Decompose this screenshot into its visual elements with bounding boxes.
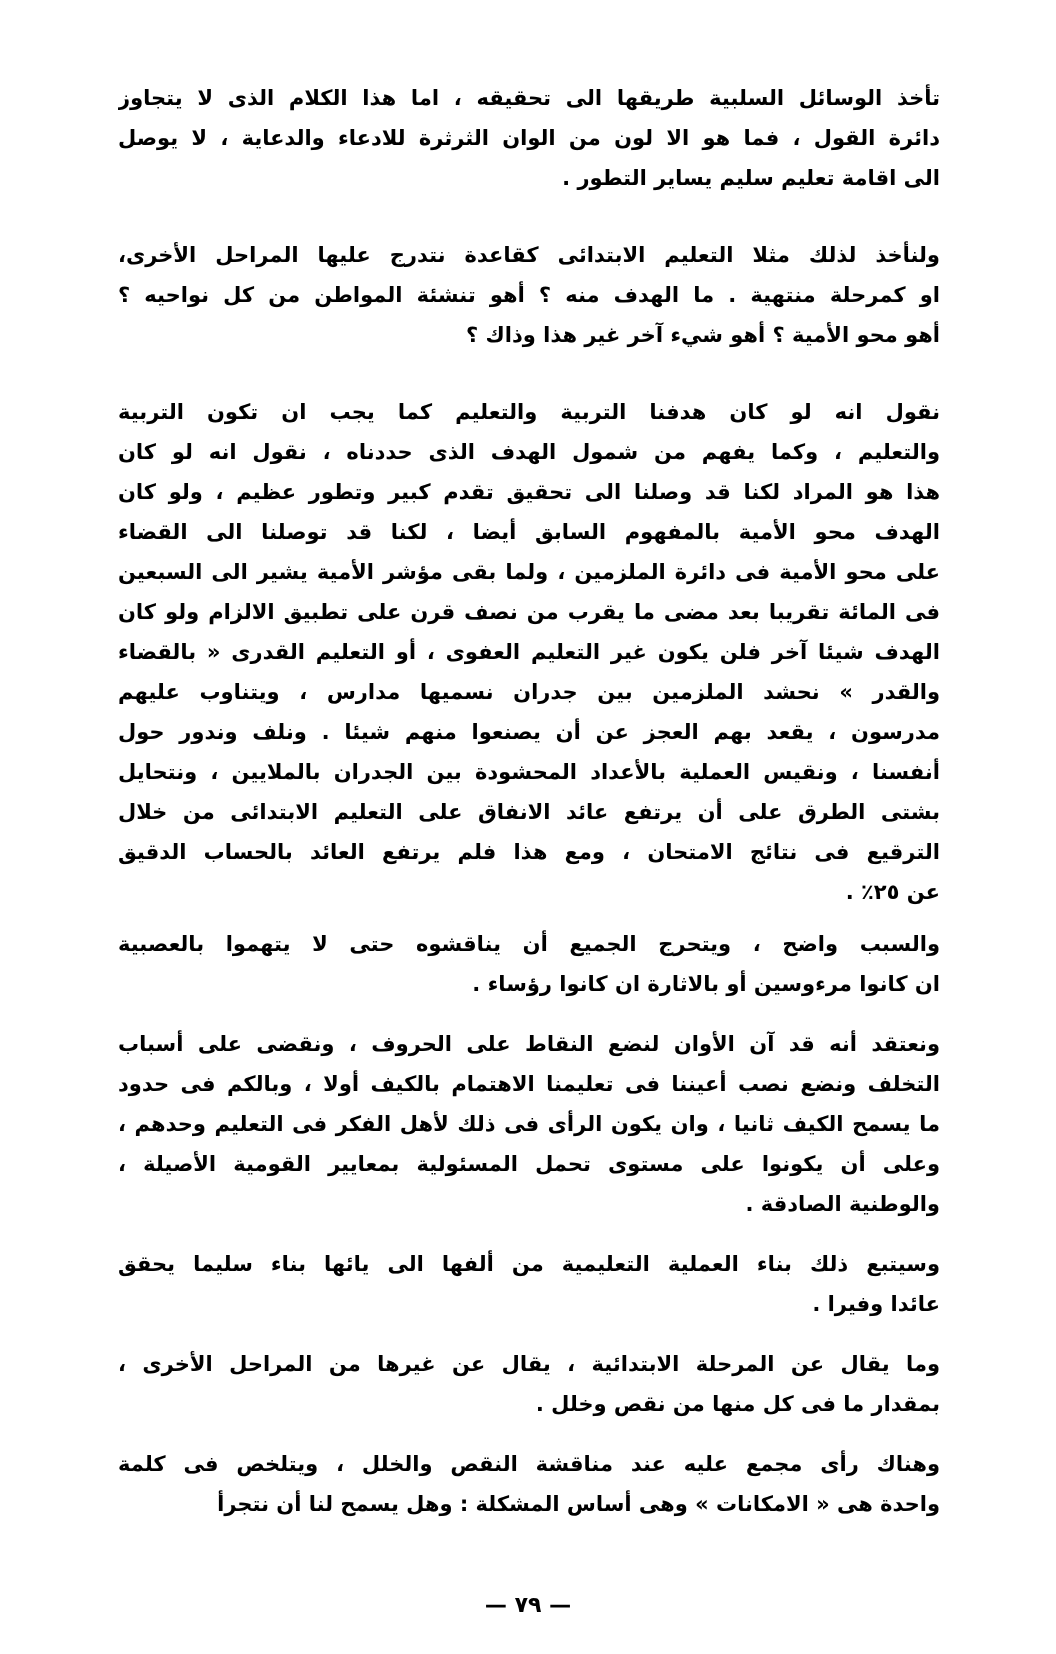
text-line: بشتى الطرق على أن يرتفع عائد الانفاق على التعليم الابتدائى من خلال <box>118 800 940 824</box>
paragraph <box>118 924 940 1004</box>
text-line: والسبب واضح ، ويتحرج الجميع أن يناقشوه حتى لا يتهموا بالعصبية <box>118 932 940 956</box>
text-line: على محو الأمية فى دائرة الملزمين ، ولما بقى مؤشر الأمية يشير الى السبعين <box>118 560 940 584</box>
paragraph <box>118 78 940 198</box>
paragraph-spacer <box>118 912 940 924</box>
text-line: الهدف شيئا آخر فلن يكون غير التعليم العفوى ، أو التعليم القدرى « بالقضاء <box>118 640 940 664</box>
paragraph <box>118 1444 940 1524</box>
page-number: — ٧٩ — <box>484 1593 572 1618</box>
text-line: مدرسون ، يقعد بهم العجز عن أن يصنعوا منهم شيئا . ونلف وندور حول <box>118 720 940 744</box>
text-line: او كمرحلة منتهية . ما الهدف منه ؟ أهو تنشئة المواطن من كل نواحيه ؟ <box>118 283 940 307</box>
text-line: عن ٢٥٪ . <box>845 880 940 904</box>
text-line: ونعتقد أنه قد آن الأوان لنضع النقاط على الحروف ، ونقضى على أسباب <box>118 1032 940 1056</box>
text-line: والوطنية الصادقة . <box>745 1192 940 1216</box>
text-line: هذا هو المراد لكنا قد وصلنا الى تحقيق تقدم كبير وتطور عظيم ، ولو كان <box>118 480 940 504</box>
paragraph-spacer <box>118 1324 940 1344</box>
paragraph <box>118 1344 940 1424</box>
text-line: عائدا وفيرا . <box>812 1292 940 1316</box>
paragraph-spacer <box>118 198 940 235</box>
paragraph <box>118 392 940 912</box>
text-line: والتعليم ، وكما يفهم من شمول الهدف الذى حددناه ، نقول انه لو كان <box>118 440 940 464</box>
text-line: وما يقال عن المرحلة الابتدائية ، يقال عن غيرها من المراحل الأخرى ، <box>118 1352 940 1376</box>
paragraph-spacer <box>118 1004 940 1024</box>
text-line: بمقدار ما فى كل منها من نقص وخلل . <box>535 1392 940 1416</box>
text-line: أنفسنا ، ونقيس العملية بالأعداد المحشودة بين الجدران بالملايين ، ونتحايل <box>118 760 940 784</box>
text-line: نقول انه لو كان هدفنا التربية والتعليم كما يجب ان تكون التربية <box>118 400 940 424</box>
text-line: وسيتبع ذلك بناء العملية التعليمية من ألفها الى يائها بناء سليما يحقق <box>118 1252 940 1276</box>
paragraph <box>118 1244 940 1324</box>
text-line: الى اقامة تعليم سليم يساير التطور . <box>562 166 940 190</box>
text-line: وهناك رأى مجمع عليه عند مناقشة النقص والخلل ، ويتلخص فى كلمة <box>118 1452 940 1476</box>
text-line: دائرة القول ، فما هو الا لون من الوان الثرثرة للادعاء والدعاية ، لا يوصل <box>118 126 940 150</box>
paragraph <box>118 1024 940 1224</box>
text-line: واحدة هى « الامكانات » وهى أساس المشكلة : وهل يسمح لنا أن نتجرأ <box>217 1492 940 1516</box>
text-line: تأخذ الوسائل السلبية طريقها الى تحقيقه ، اما هذا الكلام الذى لا يتجاوز <box>118 86 940 110</box>
text-line: ان كانوا مرءوسين أو بالاثارة ان كانوا رؤساء . <box>472 972 940 996</box>
paragraph-spacer <box>118 1424 940 1444</box>
paragraph-spacer <box>118 1224 940 1244</box>
paragraph-spacer <box>118 355 940 392</box>
page-text <box>118 78 940 1524</box>
text-line: فى المائة تقريبا بعد مضى ما يقرب من نصف قرن على تطبيق الالزام ولو كان <box>118 600 940 624</box>
text-line: التخلف ونضع نصب أعيننا فى تعليمنا الاهتمام بالكيف أولا ، وبالكم فى حدود <box>118 1072 940 1096</box>
text-line: الترقيع فى نتائج الامتحان ، ومع هذا فلم يرتفع العائد بالحساب الدقيق <box>118 840 940 864</box>
paragraph <box>118 235 940 355</box>
text-line: والقدر » نحشد الملزمين بين جدران نسميها مدارس ، ويتناوب عليهم <box>118 680 940 704</box>
text-line: ما يسمح الكيف ثانيا ، وان يكون الرأى فى ذلك لأهل الفكر فى التعليم وحدهم ، <box>118 1112 940 1136</box>
text-line: أهو محو الأمية ؟ أهو شيء آخر غير هذا وذاك ؟ <box>466 323 940 347</box>
text-line: الهدف محو الأمية بالمفهوم السابق أيضا ، لكنا قد توصلنا الى القضاء <box>118 520 940 544</box>
text-line: وعلى أن يكونوا على مستوى تحمل المسئولية بمعايير القومية الأصيلة ، <box>118 1152 940 1176</box>
text-line: ولنأخذ لذلك مثلا التعليم الابتدائى كقاعدة نتدرج عليها المراحل الأخرى، <box>118 243 940 267</box>
